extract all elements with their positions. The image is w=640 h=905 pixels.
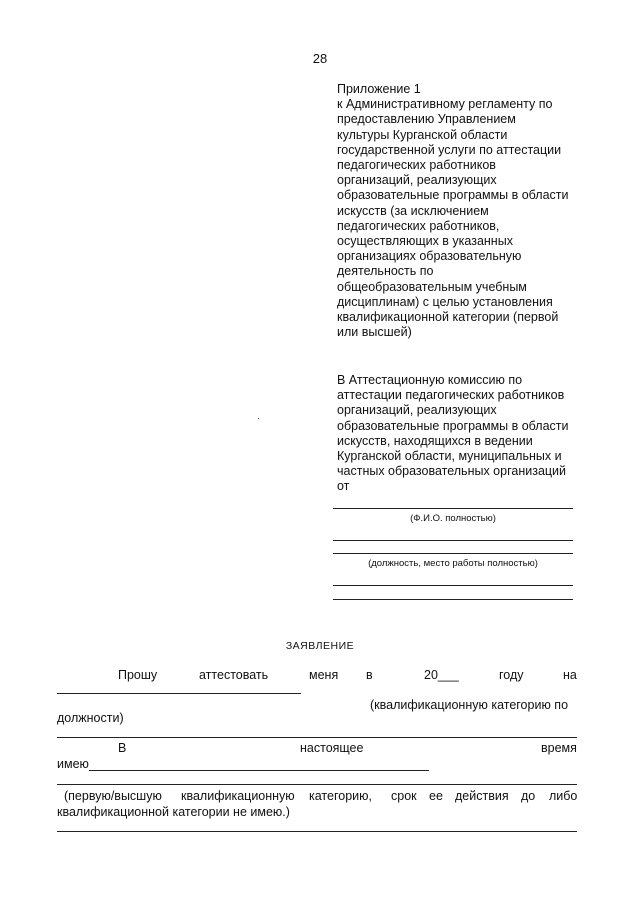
word-na: на (563, 668, 577, 682)
word-attestovat: аттестовать (199, 668, 269, 682)
appendix-line: к Административному регламенту по (337, 97, 553, 112)
word-v-2: В (118, 741, 127, 755)
appendix-line: осуществляющих в указанных (337, 234, 513, 249)
appendix-line: организациях образовательную (337, 249, 522, 264)
position-line-1[interactable] (333, 540, 573, 541)
position-caption: (должность, место работы полностью) (368, 558, 538, 569)
document-title: ЗАЯВЛЕНИЕ (285, 640, 355, 652)
addressee-block (337, 373, 587, 495)
position-line-4[interactable] (333, 599, 573, 600)
current-category-line-2[interactable] (57, 784, 577, 785)
appendix-line: общеобразовательным учебным (337, 279, 527, 294)
bottom-line[interactable] (57, 831, 577, 832)
addressee-line: аттестации педагогических работников (337, 388, 565, 403)
appendix-line: искусств (за исключением (337, 203, 489, 218)
note-word: категорию, (309, 789, 372, 803)
appendix-line: Приложение 1 (337, 82, 421, 96)
word-dolzhnosti: должности) (57, 711, 124, 725)
appendix-line: педагогических работников (337, 158, 496, 173)
word-imeyu: имею (57, 757, 89, 771)
fio-caption: (Ф.И.О. полностью) (410, 513, 496, 524)
category-line[interactable] (57, 693, 301, 694)
addressee-line: В Аттестационную комиссию по (337, 373, 523, 387)
appendix-line: государственной услуги по аттестации (337, 142, 562, 157)
note-word: (первую/высшую (64, 789, 162, 803)
note-line-2: квалификационной категории не имею.) (57, 805, 290, 819)
note-word: до (521, 789, 536, 803)
addressee-line: искусств, находящихся в ведении (337, 433, 533, 448)
note-word: ее (429, 789, 443, 803)
appendix-line: организаций, реализующих (337, 173, 497, 188)
addressee-line: образовательные программы в области (337, 418, 569, 433)
current-category-line[interactable] (89, 770, 429, 771)
word-proshu: Прошу (118, 668, 158, 682)
scan-speck (258, 418, 259, 419)
fio-line[interactable] (333, 508, 573, 509)
appendix-line: культуры Курганской области (337, 127, 508, 142)
appendix-line: квалификационной категории (первой (337, 310, 559, 325)
appendix-line: образовательные программы в области (337, 188, 569, 203)
appendix-line: или высшей) (337, 325, 412, 340)
position-line-3[interactable] (333, 585, 573, 586)
appendix-line: предоставлению Управлением (337, 112, 516, 127)
addressee-line: организаций, реализующих (337, 403, 497, 418)
appendix-line: дисциплинам) с целью установления (337, 294, 553, 309)
note-word: срок (391, 789, 417, 803)
year-field[interactable]: 20___ (424, 668, 459, 682)
appendix-header (337, 82, 587, 340)
addressee-line: частных образовательных организаций (337, 464, 567, 479)
word-menya: меня (309, 668, 339, 682)
position-line-2[interactable] (333, 553, 573, 554)
appendix-line: педагогических работников, (337, 218, 500, 233)
word-nastoyashchee: настоящее (300, 741, 364, 755)
position-full-line[interactable] (57, 737, 577, 738)
word-vremya: время (541, 741, 577, 755)
addressee-line: Курганской области, муниципальных и (337, 449, 562, 464)
page-number: 28 (312, 51, 328, 66)
category-caption: (квалификационную категорию по (370, 698, 569, 712)
word-godu: году (499, 668, 524, 682)
word-v: в (366, 668, 373, 682)
addressee-line: от (337, 479, 350, 494)
note-word: действия (455, 789, 509, 803)
appendix-line: деятельность по (337, 264, 434, 279)
note-word: квалификационную (181, 789, 295, 803)
note-word: либо (549, 789, 578, 803)
